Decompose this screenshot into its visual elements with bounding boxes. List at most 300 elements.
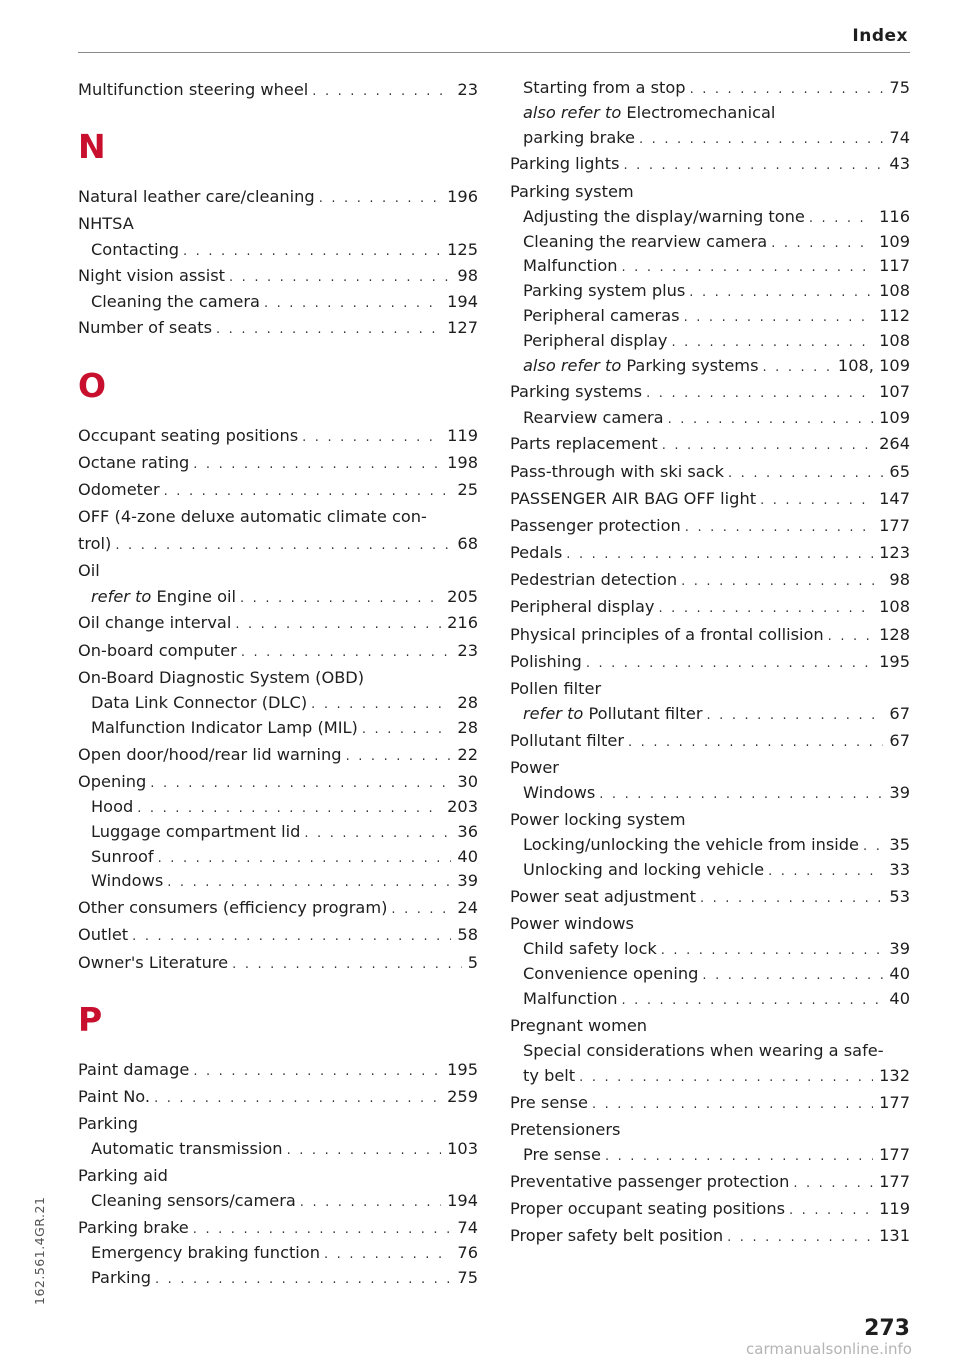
entry-label <box>510 883 696 910</box>
entry-page-number: 147 <box>879 488 910 508</box>
dot-leader <box>235 611 441 638</box>
entry-page-number: 195 <box>447 1059 478 1079</box>
entry-page-number: 108 <box>879 597 910 617</box>
entry-label <box>78 476 160 503</box>
entry-page-number: 24 <box>457 898 478 918</box>
dot-leader <box>605 1145 873 1170</box>
index-entry[interactable] <box>510 485 910 512</box>
entry-page-number: 194 <box>447 1191 478 1211</box>
index-entry[interactable] <box>510 178 910 205</box>
dot-leader <box>628 729 883 756</box>
dot-leader <box>115 532 451 559</box>
dot-leader <box>216 316 441 343</box>
entry-label <box>78 768 146 795</box>
entry-page-number: 177 <box>879 515 910 535</box>
dot-leader <box>789 1197 873 1224</box>
entry-page-number: 196 <box>447 187 478 207</box>
entry-label <box>78 1056 189 1083</box>
entry-page-number: 5 <box>467 952 478 972</box>
entry-label <box>91 691 307 716</box>
index-entry[interactable] <box>78 1056 478 1083</box>
entry-text: Outlet <box>78 925 129 945</box>
entry-label <box>510 566 677 593</box>
dot-leader <box>324 1243 451 1268</box>
entry-label <box>78 503 427 530</box>
index-entry[interactable] <box>78 1083 478 1110</box>
dot-leader <box>681 568 883 595</box>
dot-leader <box>158 847 452 872</box>
entry-text: Special considerations when wearing a safe- <box>523 1040 884 1060</box>
dot-leader <box>346 743 452 770</box>
index-subentry[interactable] <box>78 1189 478 1214</box>
entry-label <box>510 621 824 648</box>
entry-label <box>523 254 618 279</box>
entry-page-number: 194 <box>447 291 478 311</box>
index-subentry[interactable] <box>78 691 478 716</box>
dot-leader <box>623 152 883 179</box>
section-letter: O <box>78 365 107 405</box>
entry-text: Proper safety belt position <box>510 1226 724 1246</box>
entry-label <box>78 921 128 948</box>
dot-leader <box>391 896 451 923</box>
index-entry[interactable] <box>510 727 910 754</box>
dot-leader <box>771 232 873 257</box>
entry-page-number: 74 <box>889 127 910 147</box>
watermark: carmanualsonline.info <box>746 1340 912 1358</box>
entry-label <box>523 126 635 151</box>
dot-leader <box>241 639 452 666</box>
index-entry[interactable] <box>510 1012 910 1039</box>
entry-page-number: 264 <box>879 434 910 454</box>
index-entry[interactable] <box>510 883 910 910</box>
entry-text: Parking system <box>510 181 634 201</box>
index-subentry[interactable] <box>78 845 478 870</box>
entry-text: Preventative passenger protection <box>510 1171 790 1191</box>
entry-label <box>91 869 163 894</box>
index-entry[interactable] <box>78 1110 478 1137</box>
entry-text: Pre sense <box>523 1144 601 1164</box>
entry-page-number: 68 <box>457 534 478 554</box>
index-entry[interactable] <box>78 210 478 237</box>
entry-text: Passenger protection <box>510 515 681 535</box>
index-subentry[interactable] <box>510 1064 910 1089</box>
index-subentry[interactable] <box>510 987 910 1012</box>
index-subentry[interactable] <box>510 1143 910 1168</box>
index-entry[interactable] <box>78 609 478 636</box>
entry-label <box>523 833 859 858</box>
index-entry[interactable] <box>510 512 910 539</box>
dot-leader <box>760 487 873 514</box>
entry-text: Oil <box>78 561 100 581</box>
entry-page-number: 53 <box>889 886 910 906</box>
entry-text: Multifunction steering wheel <box>78 80 309 99</box>
entry-text: Pollutant filter <box>588 704 703 724</box>
index-entry[interactable] <box>78 476 478 503</box>
dot-leader <box>311 693 451 718</box>
entry-page-number: 23 <box>457 80 478 99</box>
entry-page-number: 128 <box>879 624 910 644</box>
entry-page-number: 127 <box>447 318 478 338</box>
entry-text: Parking aid <box>78 1166 168 1186</box>
dot-leader <box>684 306 874 331</box>
index-entry[interactable] <box>510 1116 910 1143</box>
index-entry[interactable] <box>510 1168 910 1195</box>
entry-label <box>78 1162 168 1189</box>
dot-leader <box>622 256 874 281</box>
entry-text: Power seat adjustment <box>510 886 696 906</box>
entry-label <box>78 894 387 921</box>
entry-label <box>510 485 756 512</box>
cross-reference-prefix: also refer to <box>523 355 622 375</box>
index-subentry[interactable] <box>510 937 910 962</box>
entry-label <box>523 279 685 304</box>
entry-page-number: 177 <box>879 1171 910 1191</box>
entry-page-number: 205 <box>447 586 478 606</box>
index-subentry[interactable] <box>510 76 910 101</box>
index-subentry[interactable] <box>78 869 478 894</box>
entry-text: OFF (4-zone deluxe automatic climate con- <box>78 507 427 527</box>
entry-label <box>91 238 179 263</box>
dot-leader <box>304 822 451 847</box>
entry-text: Occupant seating positions <box>78 425 299 445</box>
entry-text: Electromechanical <box>626 102 776 122</box>
entry-text: Polishing <box>510 651 582 671</box>
entry-label <box>91 585 236 610</box>
dot-leader <box>707 704 884 729</box>
index-subentry[interactable] <box>78 795 478 820</box>
dot-leader <box>685 514 873 541</box>
entry-text: Natural leather care/cleaning <box>78 187 315 207</box>
entry-text: Power locking system <box>510 810 686 830</box>
index-subentry[interactable] <box>78 585 478 610</box>
entry-page-number: 119 <box>879 1198 910 1218</box>
entry-page-number: 33 <box>889 860 910 880</box>
entry-text: Pregnant women <box>510 1015 648 1035</box>
index-entry[interactable] <box>510 458 910 485</box>
index-entry[interactable] <box>510 430 910 457</box>
entry-label <box>523 781 595 806</box>
index-entry[interactable] <box>78 637 478 664</box>
entry-text: Parts replacement <box>510 434 658 454</box>
entry-page-number: 108, 109 <box>837 355 910 375</box>
entry-text: Malfunction <box>523 988 618 1008</box>
entry-label <box>78 210 134 237</box>
index-subentry[interactable] <box>78 820 478 845</box>
index-entry[interactable] <box>78 1214 478 1241</box>
dot-leader <box>193 1216 452 1243</box>
entry-label <box>523 205 805 230</box>
index-subentry[interactable] <box>510 833 910 858</box>
index-subentry[interactable] <box>510 304 910 329</box>
index-entry[interactable] <box>78 262 478 289</box>
index-column-left <box>78 76 478 1291</box>
entry-text: On-Board Diagnostic System (OBD) <box>78 667 365 687</box>
index-entry[interactable] <box>78 422 478 449</box>
entry-label <box>523 937 657 962</box>
dot-leader <box>229 264 451 291</box>
dot-leader <box>150 770 451 797</box>
index-entry[interactable] <box>510 1222 910 1249</box>
entry-label <box>510 1168 789 1195</box>
entry-text: Parking systems <box>626 355 759 375</box>
index-entry[interactable] <box>78 76 478 103</box>
index-subentry[interactable] <box>510 329 910 354</box>
entry-page-number: 177 <box>879 1144 910 1164</box>
dot-leader <box>566 541 873 568</box>
index-subentry[interactable] <box>78 1241 478 1266</box>
dot-leader <box>240 587 441 612</box>
entry-page-number: 30 <box>457 771 478 791</box>
dot-leader <box>622 989 884 1014</box>
entry-label <box>510 593 655 620</box>
entry-text: NHTSA <box>78 214 134 234</box>
index-entry[interactable] <box>78 894 478 921</box>
entry-label <box>78 609 231 636</box>
entry-label <box>91 1189 296 1214</box>
entry-label <box>91 845 154 870</box>
entry-text: Sunroof <box>91 846 154 866</box>
entry-page-number: 198 <box>447 452 478 472</box>
entry-label <box>510 910 634 937</box>
entry-text: Peripheral display <box>523 330 668 350</box>
index-subentry[interactable] <box>510 230 910 255</box>
entry-page-number: 67 <box>889 704 910 724</box>
index-entry[interactable] <box>510 150 910 177</box>
entry-page-number: 39 <box>889 783 910 803</box>
index-entry[interactable] <box>78 768 478 795</box>
entry-label <box>510 178 634 205</box>
entry-page-number: 40 <box>889 988 910 1008</box>
section-letter: N <box>78 127 106 167</box>
entry-text: Pedestrian detection <box>510 570 678 590</box>
entry-label <box>78 1110 138 1137</box>
entry-label <box>91 820 300 845</box>
entry-text: Parking system plus <box>523 281 686 301</box>
index-entry[interactable] <box>510 754 910 781</box>
entry-text: Adjusting the display/warning tone <box>523 206 805 226</box>
entry-text: Parking <box>91 1268 152 1288</box>
entry-label <box>523 1143 601 1168</box>
entry-text: Contacting <box>91 239 180 259</box>
dot-leader <box>828 623 873 650</box>
index-entry[interactable] <box>510 675 910 702</box>
dot-leader <box>700 885 883 912</box>
dot-leader <box>763 356 832 381</box>
index-subentry[interactable] <box>78 238 478 263</box>
entry-text: Parking systems <box>510 382 643 402</box>
cross-reference-prefix: refer to <box>523 704 584 724</box>
entry-text: Cleaning the camera <box>91 291 260 311</box>
dot-leader <box>646 380 873 407</box>
dot-leader <box>183 240 441 265</box>
entry-label <box>510 1012 647 1039</box>
entry-page-number: 203 <box>447 796 478 816</box>
dot-leader <box>661 939 884 964</box>
index-entry[interactable] <box>78 557 478 584</box>
index-subentry[interactable] <box>78 290 478 315</box>
index-subentry[interactable] <box>510 101 910 126</box>
entry-page-number: 67 <box>889 731 910 750</box>
dot-leader <box>672 331 874 356</box>
index-entry[interactable] <box>78 530 478 557</box>
entry-page-number: 103 <box>447 1139 478 1159</box>
index-entry[interactable] <box>510 566 910 593</box>
index-entry[interactable] <box>510 1195 910 1222</box>
index-entry[interactable] <box>510 539 910 566</box>
index-subentry[interactable] <box>510 406 910 431</box>
entry-page-number: 108 <box>879 281 910 301</box>
entry-label <box>78 637 237 664</box>
entry-text: Octane rating <box>78 452 190 472</box>
entry-label <box>78 422 298 449</box>
document-code: 162.561.4GR.21 <box>32 1196 47 1305</box>
dot-leader <box>599 783 883 808</box>
dot-leader <box>264 292 441 317</box>
dot-leader <box>793 1170 873 1197</box>
index-entry[interactable] <box>510 648 910 675</box>
dot-leader <box>689 281 873 306</box>
entry-text: Open door/hood/rear lid warning <box>78 744 342 764</box>
entry-label <box>510 150 619 177</box>
dot-leader <box>319 185 441 212</box>
dot-leader <box>592 1091 873 1118</box>
index-entry[interactable] <box>78 741 478 768</box>
entry-text: Owner's Literature <box>78 952 229 972</box>
entry-text: Pedals <box>510 543 563 563</box>
cross-reference-prefix: refer to <box>91 586 152 606</box>
index-entry[interactable] <box>510 593 910 620</box>
entry-label <box>523 329 668 354</box>
entry-page-number: 112 <box>879 305 910 325</box>
dot-leader <box>167 871 451 896</box>
entry-text: Windows <box>523 783 596 803</box>
entry-text: Pollutant filter <box>510 731 625 750</box>
entry-page-number: 131 <box>879 1226 910 1246</box>
dot-leader <box>154 1085 441 1112</box>
entry-label <box>78 1083 150 1110</box>
entry-page-number: 76 <box>457 1243 478 1263</box>
entry-page-number: 25 <box>457 479 478 499</box>
index-entry[interactable] <box>510 621 910 648</box>
index-subentry[interactable] <box>78 716 478 741</box>
entry-label <box>78 183 315 210</box>
dot-leader <box>137 797 441 822</box>
entry-label <box>523 987 618 1012</box>
entry-page-number: 43 <box>889 154 910 174</box>
dot-leader <box>312 78 451 105</box>
entry-label <box>523 406 664 431</box>
entry-label <box>523 354 759 379</box>
entry-label <box>523 101 775 126</box>
entry-page-number: 75 <box>889 78 910 97</box>
cross-reference-prefix: also refer to <box>523 102 622 122</box>
entry-page-number: 23 <box>457 640 478 660</box>
entry-text: Child safety lock <box>523 939 657 959</box>
dot-leader <box>639 128 883 153</box>
entry-label <box>78 449 189 476</box>
page-header-title: Index <box>852 26 908 46</box>
entry-page-number: 216 <box>447 613 478 633</box>
entry-text: Hood <box>91 796 134 816</box>
dot-leader <box>193 1058 441 1085</box>
entry-text: Convenience opening <box>523 964 699 984</box>
index-entry[interactable] <box>78 1162 478 1189</box>
entry-text: Odometer <box>78 479 160 499</box>
index-entry[interactable] <box>78 449 478 476</box>
entry-text: Opening <box>78 771 147 791</box>
index-entry[interactable] <box>510 806 910 833</box>
entry-label <box>523 76 686 101</box>
entry-text: parking brake <box>523 127 636 147</box>
entry-text: Pretensioners <box>510 1119 621 1139</box>
entry-label <box>510 430 658 457</box>
index-entry[interactable] <box>78 183 478 210</box>
index-subentry[interactable] <box>510 205 910 230</box>
entry-label <box>510 754 559 781</box>
section-letter: P <box>78 999 103 1039</box>
entry-label <box>78 76 308 103</box>
index-subentry[interactable] <box>510 254 910 279</box>
entry-label <box>523 702 703 727</box>
entry-label <box>523 962 698 987</box>
entry-label <box>78 949 228 976</box>
entry-page-number: 125 <box>447 239 478 259</box>
index-subentry[interactable] <box>510 962 910 987</box>
index-entry[interactable] <box>510 1089 910 1116</box>
entry-label <box>91 1241 320 1266</box>
index-entry[interactable] <box>78 921 478 948</box>
entry-label <box>91 795 133 820</box>
dot-leader <box>155 1268 451 1293</box>
entry-text: Proper occupant seating positions <box>510 1198 786 1218</box>
index-subentry[interactable] <box>510 279 910 304</box>
index-subentry[interactable] <box>510 354 910 379</box>
index-subentry[interactable] <box>78 1137 478 1162</box>
entry-text: Power windows <box>510 914 634 934</box>
index-subentry[interactable] <box>510 858 910 883</box>
index-subentry[interactable] <box>510 781 910 806</box>
index-subentry[interactable] <box>78 1266 478 1291</box>
index-subentry[interactable] <box>510 126 910 151</box>
entry-text: Physical principles of a frontal collision <box>510 624 824 644</box>
entry-text: Parking <box>78 1114 139 1134</box>
entry-text: PASSENGER AIR BAG OFF light <box>510 488 757 508</box>
dot-leader <box>863 835 883 860</box>
entry-text: Starting from a stop <box>523 78 686 97</box>
entry-label <box>510 727 624 754</box>
index-entry[interactable] <box>510 378 910 405</box>
index-entry[interactable] <box>78 503 478 530</box>
index-subentry[interactable] <box>510 1039 910 1064</box>
index-entry[interactable] <box>510 910 910 937</box>
entry-text: On-board computer <box>78 640 237 660</box>
index-entry[interactable] <box>78 949 478 976</box>
entry-page-number: 40 <box>457 846 478 866</box>
entry-label <box>510 458 724 485</box>
dot-leader <box>702 964 883 989</box>
index-entry[interactable] <box>78 314 478 341</box>
entry-text: trol) <box>78 534 112 554</box>
entry-page-number: 40 <box>889 964 910 984</box>
entry-page-number: 28 <box>457 717 478 737</box>
index-subentry[interactable] <box>510 702 910 727</box>
entry-page-number: 74 <box>457 1218 478 1238</box>
entry-text: Unlocking and locking vehicle <box>523 860 765 880</box>
index-entry[interactable] <box>78 664 478 691</box>
entry-label <box>510 1116 620 1143</box>
entry-page-number: 28 <box>457 693 478 713</box>
dot-leader <box>579 1066 873 1091</box>
